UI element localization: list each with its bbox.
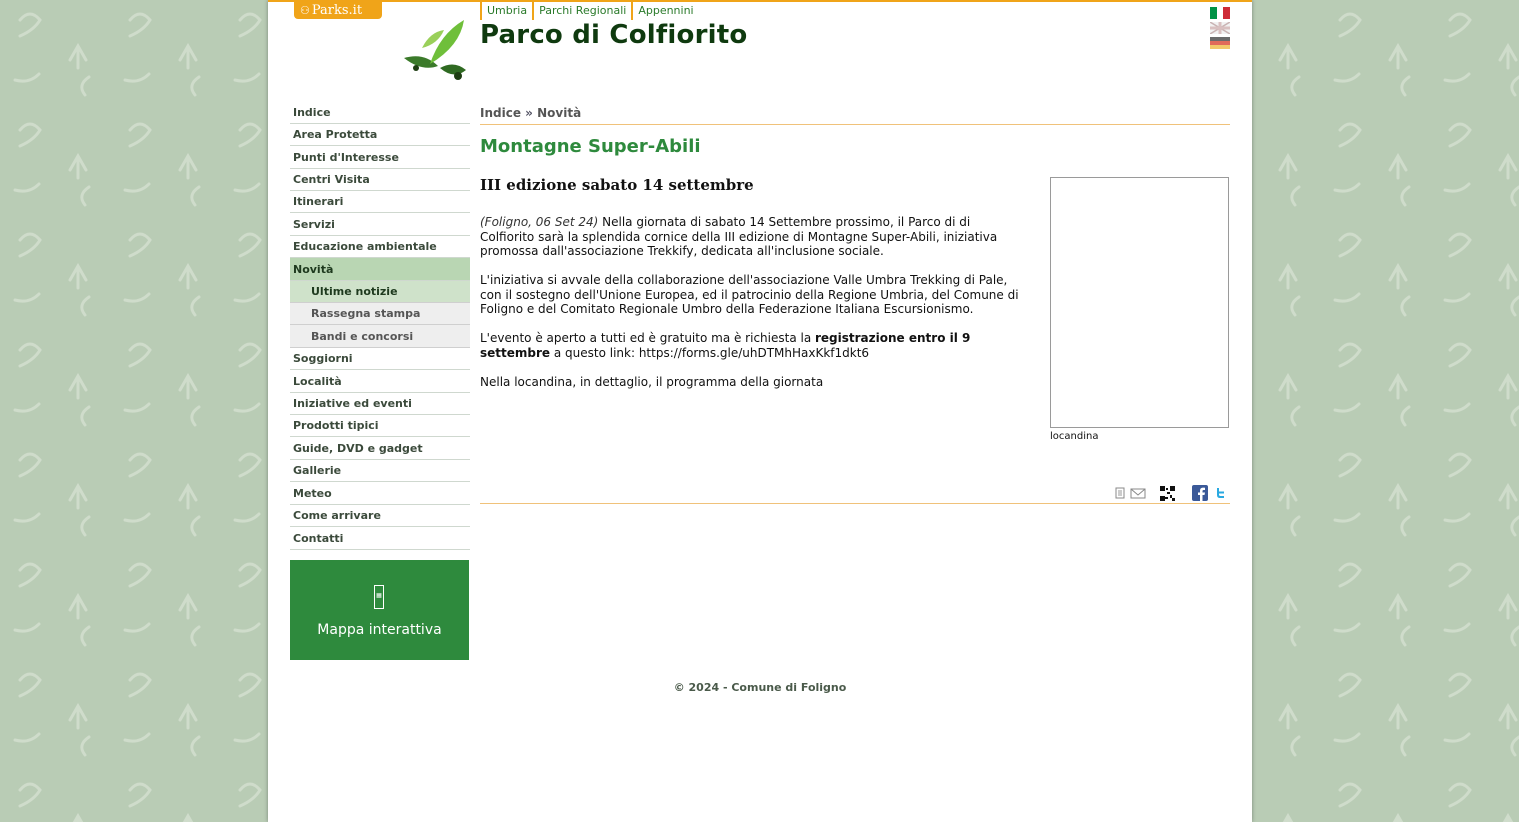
- breadcrumb-home[interactable]: Indice: [480, 106, 521, 120]
- poster-image[interactable]: [1050, 177, 1229, 428]
- topnav-umbria[interactable]: Umbria: [480, 2, 532, 20]
- sidebar-item-centri-visita[interactable]: Centri Visita: [290, 169, 470, 191]
- breadcrumb: [480, 106, 1230, 125]
- top-accent-line: [268, 0, 1252, 2]
- sidebar-item-meteo[interactable]: Meteo: [290, 482, 470, 505]
- sidebar-item-localita[interactable]: Località: [290, 370, 470, 393]
- sidebar-item-area-protetta[interactable]: Area Protetta: [290, 124, 470, 146]
- qr-code-icon[interactable]: [1160, 486, 1175, 501]
- sidebar-item-servizi[interactable]: Servizi: [290, 213, 470, 236]
- article-subtitle: III edizione sabato 14 settembre: [480, 176, 754, 194]
- park-emblem-icon: [400, 18, 472, 82]
- topnav-parchi-regionali[interactable]: Parchi Regionali: [532, 2, 631, 20]
- top-navigation: [480, 2, 699, 20]
- twitter-icon[interactable]: [1214, 487, 1226, 499]
- article-paragraph-4: Nella locandina, in dettaglio, il programma della giornata: [480, 374, 824, 389]
- sidebar-subitem-rassegna-stampa[interactable]: Rassegna stampa: [290, 303, 470, 325]
- poster-caption: locandina: [1050, 431, 1099, 442]
- sidebar-item-indice[interactable]: Indice: [290, 102, 470, 124]
- article-paragraph-3: L'evento è aperto a tutti ed è gratuito ma è richiesta la registrazione entro il 9 settembre a questo link: https://forms.gle/uhDTMhHaxKkf1dkt6: [480, 331, 971, 360]
- sidebar-item-prodotti-tipici[interactable]: Prodotti tipici: [290, 415, 470, 437]
- breadcrumb-current[interactable]: Novità: [537, 106, 582, 120]
- sidebar-item-novita[interactable]: Novità: [290, 258, 470, 281]
- article-footer-divider: [480, 503, 1230, 504]
- article-body: [480, 215, 1020, 404]
- german-flag-icon[interactable]: [1210, 37, 1230, 49]
- sidebar-item-guide-dvd-gadget[interactable]: Guide, DVD e gadget: [290, 437, 470, 460]
- map-label: Mappa interattiva: [317, 622, 442, 638]
- sidebar-item-punti-interesse[interactable]: Punti d'Interesse: [290, 146, 470, 169]
- facebook-icon[interactable]: [1192, 485, 1208, 501]
- article-paragraph-2: L'iniziativa si avvale della collaborazione dell'associazione Valle Umbra Trekking di Pale, con il sostegno dell'Unione Europea, ed il patrocinio della Regione Umbria, del Comune di Foligno e del Comitato Regionale Umbro della Federazione Italiana Escursionismo.: [480, 273, 1019, 316]
- sidebar-item-contatti[interactable]: Contatti: [290, 527, 470, 550]
- page-container: [268, 0, 1252, 822]
- map-icon: ▦: [374, 585, 384, 609]
- site-title: Parco di Colfiorito: [480, 20, 748, 50]
- sidebar-item-itinerari[interactable]: Itinerari: [290, 191, 470, 213]
- article-tools: [1114, 485, 1230, 501]
- sidebar-item-educazione-ambientale[interactable]: Educazione ambientale: [290, 236, 470, 258]
- interactive-map-button[interactable]: [290, 560, 469, 660]
- parks-logo[interactable]: ⚇ Parks.it: [294, 2, 382, 19]
- sidebar-item-soggiorni[interactable]: Soggiorni: [290, 348, 470, 370]
- topnav-appennini[interactable]: Appennini: [631, 2, 698, 20]
- article-title: Montagne Super-Abili: [480, 136, 701, 157]
- registration-link[interactable]: https://forms.gle/uhDTMhHaxKkf1dkt6: [638, 345, 870, 360]
- sidebar-menu: [290, 102, 470, 550]
- sidebar-subitem-bandi-concorsi[interactable]: Bandi e concorsi: [290, 325, 470, 348]
- sidebar-subitem-ultime-notizie[interactable]: Ultime notizie: [290, 281, 470, 303]
- language-selector: [1210, 7, 1230, 52]
- parks-logo-icon: ⚇: [300, 4, 310, 17]
- english-flag-icon[interactable]: [1210, 22, 1230, 34]
- sidebar-submenu: [290, 281, 470, 348]
- article-paragraph-1: (Foligno, 06 Set 24) Nella giornata di sabato 14 Settembre prossimo, il Parco di di Colfiorito sarà la splendida cornice della III edizione di Montagne Super-Abili, iniziativa promossa dall'associazione Trekkify, dedicata all'inclusione sociale.: [480, 215, 998, 258]
- italian-flag-icon[interactable]: [1210, 7, 1230, 19]
- copyright: © 2024 - Comune di Foligno: [673, 681, 847, 694]
- breadcrumb-separator: »: [525, 106, 533, 120]
- article-dateline: (Foligno, 06 Set 24): [480, 215, 599, 229]
- sidebar-item-come-arrivare[interactable]: Come arrivare: [290, 505, 470, 527]
- print-icon[interactable]: [1114, 487, 1126, 499]
- registration-deadline: registrazione entro il 9 settembre: [480, 331, 971, 360]
- sidebar-item-iniziative-eventi[interactable]: Iniziative ed eventi: [290, 393, 470, 415]
- sidebar-item-gallerie[interactable]: Gallerie: [290, 460, 470, 482]
- email-icon[interactable]: [1130, 487, 1146, 499]
